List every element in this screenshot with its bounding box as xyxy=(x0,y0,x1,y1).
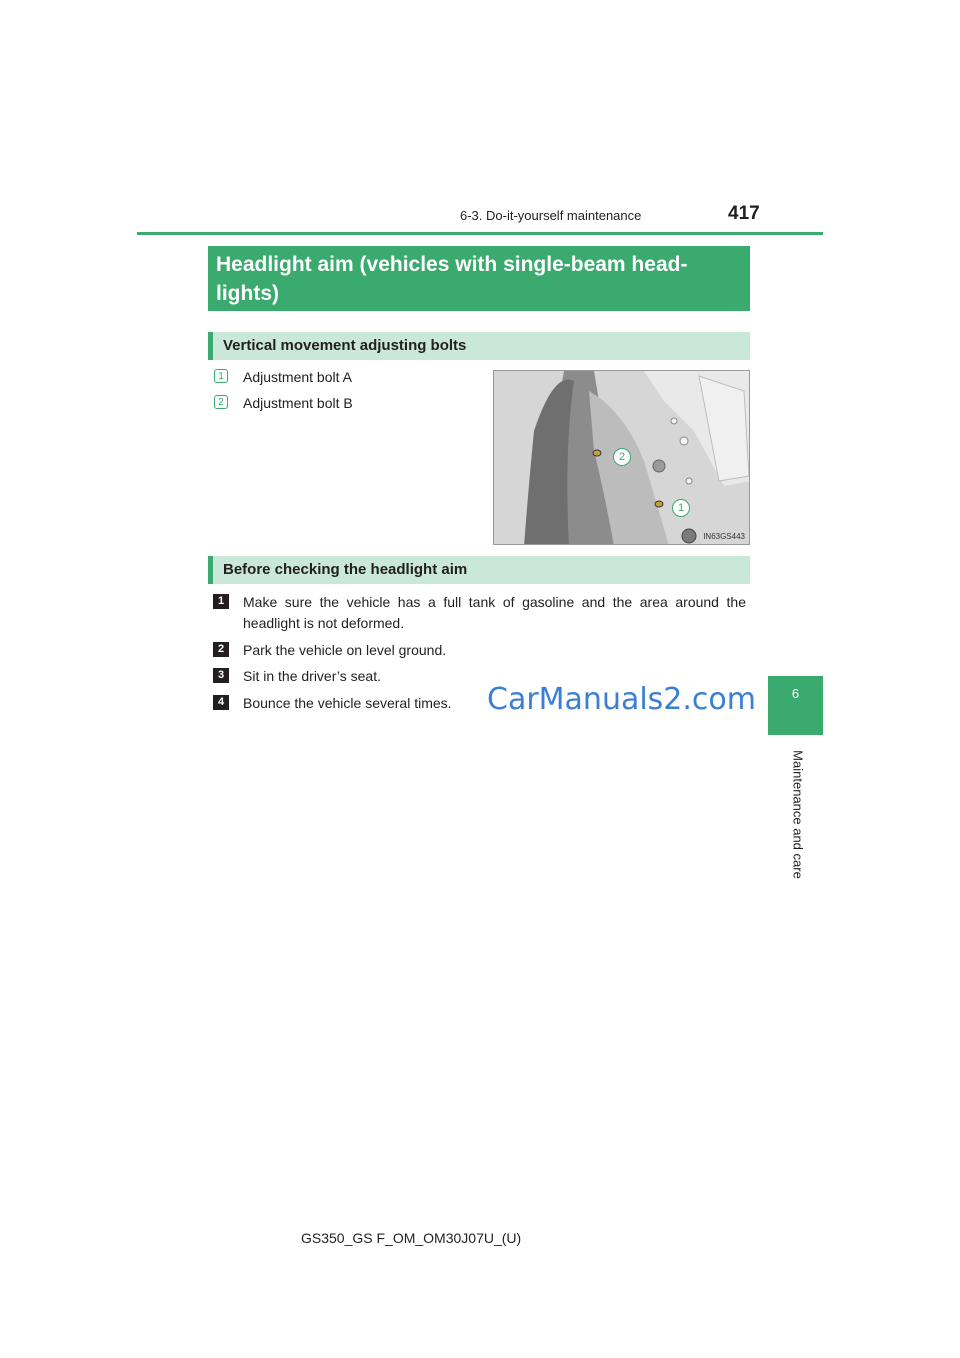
step-3-text: Sit in the driver’s seat. xyxy=(243,668,381,684)
page-number: 417 xyxy=(728,203,760,224)
step-2-text: Park the vehicle on level ground. xyxy=(243,642,447,658)
subhead-before-checking: Before checking the headlight aim xyxy=(208,556,750,584)
adjustment-bolt-a-label: Adjustment bolt A xyxy=(243,369,352,385)
adjustment-bolt-b-label: Adjustment bolt B xyxy=(243,395,353,411)
step-1-line-2: headlight is not deformed. xyxy=(243,615,405,631)
figure-code: IN63GS443 xyxy=(703,532,745,541)
header-rule xyxy=(137,232,823,235)
step-badge-3: 3 xyxy=(213,668,229,683)
step-badge-2: 2 xyxy=(213,642,229,657)
step-4-text: Bounce the vehicle several times. xyxy=(243,695,452,711)
step-1-line-1: Make sure the vehicle has a full tank of gasoline and the area around the xyxy=(243,594,746,610)
callout-badge-1: 1 xyxy=(214,369,228,383)
step-badge-1: 1 xyxy=(213,594,229,609)
subhead-vertical-movement: Vertical movement adjusting bolts xyxy=(208,332,750,360)
main-title xyxy=(208,246,750,311)
section-label: 6-3. Do-it-yourself maintenance xyxy=(460,208,642,223)
main-title-line-2: lights) xyxy=(216,282,279,305)
watermark-logo: CarManuals2.com xyxy=(487,678,751,722)
headlight-photo xyxy=(493,370,750,545)
main-title-line-1: Headlight aim (vehicles with single-beam head- xyxy=(216,253,688,276)
photo-callout-1: 1 xyxy=(672,499,690,517)
chapter-tab-label: Maintenance and care xyxy=(790,750,806,879)
photo-callout-2: 2 xyxy=(613,448,631,466)
footer-doc-code: GS350_GS F_OM_OM30J07U_(U) xyxy=(301,1230,522,1246)
chapter-tab xyxy=(768,676,823,735)
chapter-tab-number: 6 xyxy=(791,686,800,701)
callout-badge-2: 2 xyxy=(214,395,228,409)
step-badge-4: 4 xyxy=(213,695,229,710)
